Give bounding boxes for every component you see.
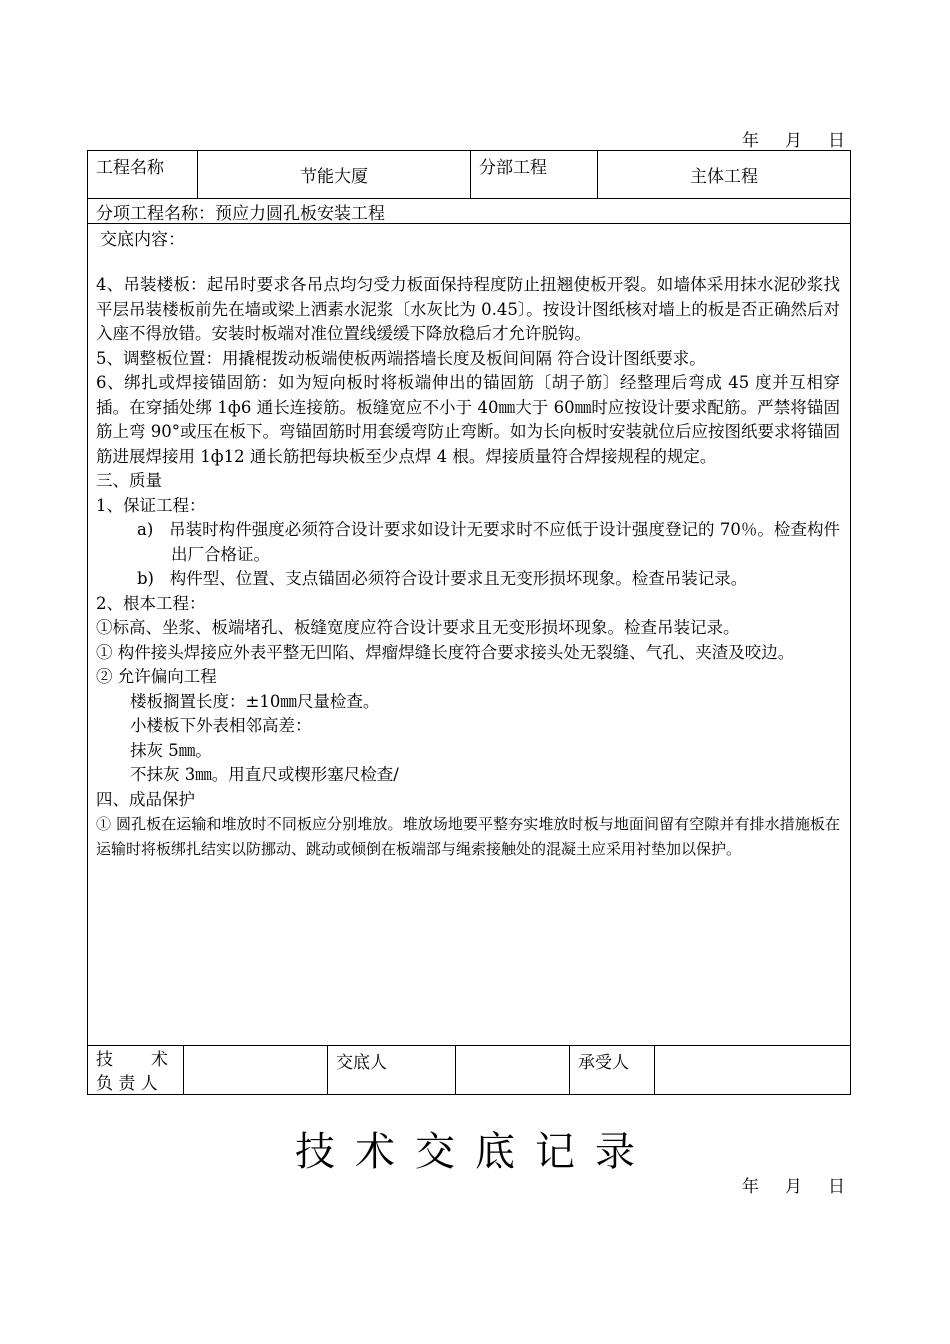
guarantee-heading: 1、保证工程： [96,495,206,515]
basic-item-2: ① 构件接头焊接应外表平整无凹陷、焊瘤焊缝长度符合要求接头处无裂缝、气孔、夹渣及咬边。 [96,642,795,662]
division-value: 主体工程 [597,151,850,198]
protection-text: ① 圆孔板在运输和堆放时不同板应分别堆放。堆放场地要平整夯实堆放时板与地面间留有空隙并有排水措施板在运输时将板绑扎结实以防挪动、跳动或倾倒在板端部与绳索接触处的混凝土应采用衬垫加以保护。 [96,815,840,858]
tech-lead-label-line2: 负 责 人 [96,1074,158,1094]
month-label: 月 [785,1177,802,1197]
tolerance-item-2: 小楼板下外表相邻高差： [130,716,312,735]
day-label: 日 [828,131,845,151]
protection-heading: 四、成品保护 [96,789,195,809]
tech-lead-label-line1: 技 术 [96,1050,168,1070]
year-label: 年 [742,131,759,151]
content-body [96,273,840,861]
receiver-value [654,1046,850,1095]
subproject-name: 分项工程名称：预应力圆孔板安装工程 [96,204,385,224]
footer-row [88,1045,850,1095]
paragraph-4: 4、吊装楼板：起吊时要求各吊点均匀受力板面保持程度防止扭翘使板开裂。如墙体采用抹水泥砂浆找平层吊装楼板前先在墙或梁上洒素水泥浆〔水灰比为 0.45〕。按设计图纸核对墙上的板是否正确然后对入座不得放错。安装时板端对准位置线缓缓下降放稳后才允许脱钩。 [96,275,840,343]
basic-item-1: ①标高、坐浆、板端堵孔、板缝宽度应符合设计要求且无变形损坏现象。检查吊装记录。 [96,618,740,637]
month-label: 月 [785,131,802,151]
handover-label: 交底人 [327,1046,455,1095]
tolerance-item-3: 抹灰 5㎜。 [130,740,212,760]
content-label: 交底内容： [100,230,185,250]
section-quality-heading: 三、质量 [96,471,162,490]
handover-value [455,1046,569,1095]
header-row [88,151,850,199]
tolerance-item-4: 不抹灰 3㎜。用直尺或楔形塞尺检查/ [130,765,399,784]
project-name-value: 节能大厦 [197,151,470,198]
division-label: 分部工程 [470,151,597,198]
day-label: 日 [828,1177,845,1197]
project-name-label: 工程名称 [96,158,164,178]
tech-lead-label [88,1046,183,1095]
top-date [742,126,845,151]
paragraph-6: 6、绑扎或焊接锚固筋：如为短向板时将板端伸出的锚固筋〔胡子筋〕经整理后弯成 45 度并互相穿插。在穿插处绑 1ф6 通长连接筋。板缝宽应不小于 40㎜大于 60㎜时应按设计要求配筋。严禁将锚固筋上弯 90°或压在板下。弯锚固筋时用套缓弯防止弯断。如为长向板时安装就位后应按图纸要求将锚固筋进展焊接用 1ф12 通长筋把每块板至少点焊 4 根。焊接质量符合焊接规程的规定。 [96,373,840,466]
receiver-label: 承受人 [569,1046,654,1095]
year-label: 年 [742,1177,759,1197]
guarantee-item-b: b) 构件型、位置、支点锚固必须符合设计要求且无变形损坏现象。检查吊装记录。 [137,569,748,588]
basic-item-3: ② 允许偏向工程 [96,667,217,686]
bottom-date [742,1172,845,1197]
paragraph-5: 5、调整板位置：用撬棍拨动板端使板两端搭墙长度及板间间隔 符合设计图纸要求。 [96,348,706,368]
record-table [87,150,851,1095]
guarantee-item-a: a) 吊装时构件强度必须符合设计要求如设计无要求时不应低于设计强度登记的 70％。检查构件出厂合格证。 [137,520,840,564]
tech-lead-value [183,1046,327,1095]
document-title: 技术交底记录 [295,1129,655,1175]
tolerance-item-1: 楼板搁置长度：±10㎜尺量检查。 [130,691,380,711]
basic-heading: 2、根本工程： [96,593,206,613]
subproject-row [88,199,850,224]
